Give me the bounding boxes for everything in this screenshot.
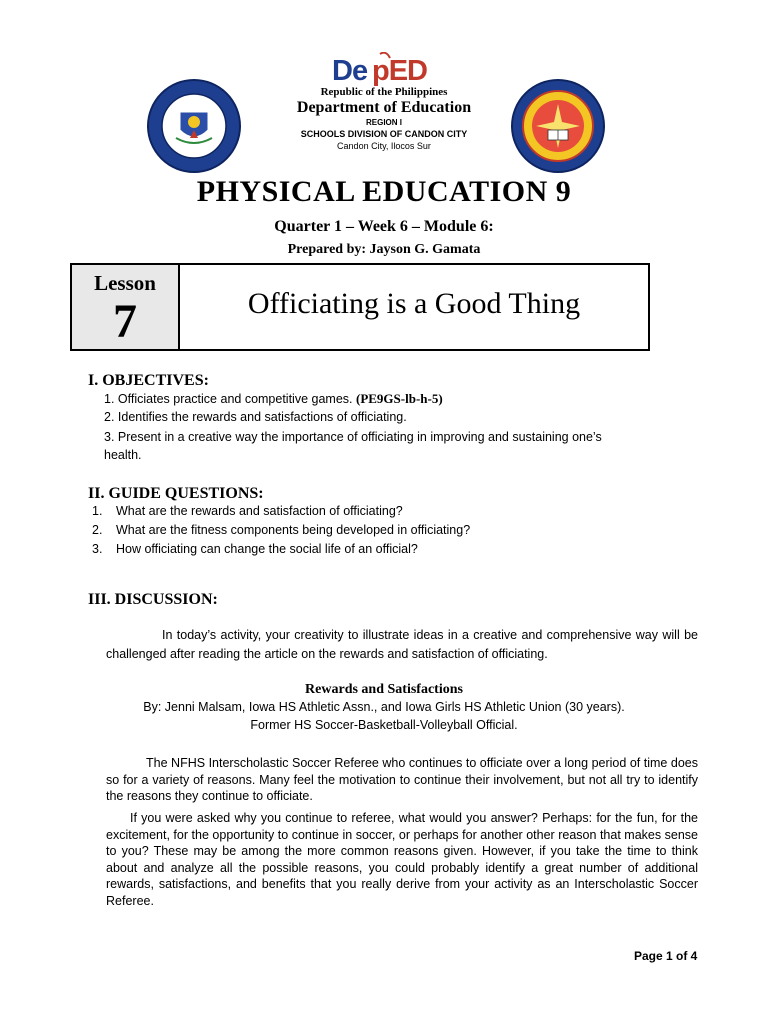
article-title: Rewards and Satisfactions — [305, 682, 463, 697]
module-subtitle: Quarter 1 – Week 6 – Module 6: — [274, 218, 494, 235]
discussion-heading: III. DISCUSSION: — [88, 591, 218, 608]
article-paragraph-1: The NFHS Interscholastic Soccer Referee who continues to officiate over a long period of time does so for a variety of reasons. Many feel the motivation to continue their involvement, but not all try to identify the reasons they continue to officiate. — [106, 756, 698, 803]
objective-item-1 — [104, 389, 443, 409]
city-label: Candon City, Ilocos Sur — [337, 141, 431, 151]
division-label: SCHOOLS DIVISION OF CANDON CITY — [300, 129, 468, 139]
department-name: Department of Education — [296, 99, 472, 116]
objective-item-3-line2: health. — [104, 448, 142, 462]
deped-wordmark-logo — [328, 52, 444, 86]
guide-question-number: 2. — [92, 523, 103, 537]
lesson-number-cell — [72, 265, 180, 349]
objective-1-text: 1. Officiates practice and competitive games. — [104, 392, 356, 406]
region-label: REGION I — [365, 118, 402, 127]
guide-question-number: 1. — [92, 504, 103, 518]
prepared-by: Prepared by: Jayson G. Gamata — [287, 242, 481, 257]
objective-item-2: 2. Identifies the rewards and satisfactions of officiating. — [104, 410, 407, 424]
lesson-title: Officiating is a Good Thing — [247, 287, 581, 320]
objective-item-3-line1: 3. Present in a creative way the importance of officiating in improving and sustaining one’s — [104, 430, 602, 444]
objectives-heading: I. OBJECTIVES: — [88, 372, 209, 389]
republic-label: Republic of the Philippines — [320, 86, 448, 98]
page-title: PHYSICAL EDUCATION 9 — [196, 175, 572, 208]
discussion-intro: In today’s activity, your creativity to illustrate ideas in a creative and comprehensive way will be challenged after reading the article on the rewards and satisfaction of officiating. — [106, 628, 698, 661]
lesson-number: 7 — [113, 295, 137, 348]
guide-questions-heading: II. GUIDE QUESTIONS: — [88, 485, 264, 502]
objective-1-code: (PE9GS-lb-h-5) — [355, 391, 443, 406]
svg-text:pED: pED — [372, 55, 427, 86]
article-paragraph-2: If you were asked why you continue to referee, what would you answer? Perhaps: for the fun, for the excitement, for the opportunity to continue in soccer, or perhaps for another other reason that makes sense to you? These may be among the more common reasons given. However, if you take the time to think about and analyze all the possible reasons, you could probably identify a great number of additional rewards, satisfactions, and benefits that you really derive from your activity as an Interscholastic Soccer Referee. — [106, 811, 698, 908]
guide-question-text: How officiating can change the social life of an official? — [116, 542, 418, 556]
guide-question-2 — [92, 521, 470, 540]
guide-question-3 — [92, 540, 418, 559]
lesson-header-box — [70, 263, 650, 351]
guide-question-text: What are the rewards and satisfaction of officiating? — [116, 504, 403, 518]
lesson-label: Lesson — [94, 271, 156, 295]
article-byline-2: Former HS Soccer-Basketball-Volleyball Official. — [250, 718, 518, 732]
svg-text:De: De — [332, 55, 368, 86]
article-byline-1: By: Jenni Malsam, Iowa HS Athletic Assn., and Iowa Girls HS Athletic Union (30 years). — [143, 700, 625, 714]
guide-question-number: 3. — [92, 542, 103, 556]
guide-question-text: What are the fitness components being developed in officiating? — [116, 523, 471, 537]
guide-question-1 — [92, 502, 403, 521]
page-number: Page 1 of 4 — [634, 949, 698, 963]
